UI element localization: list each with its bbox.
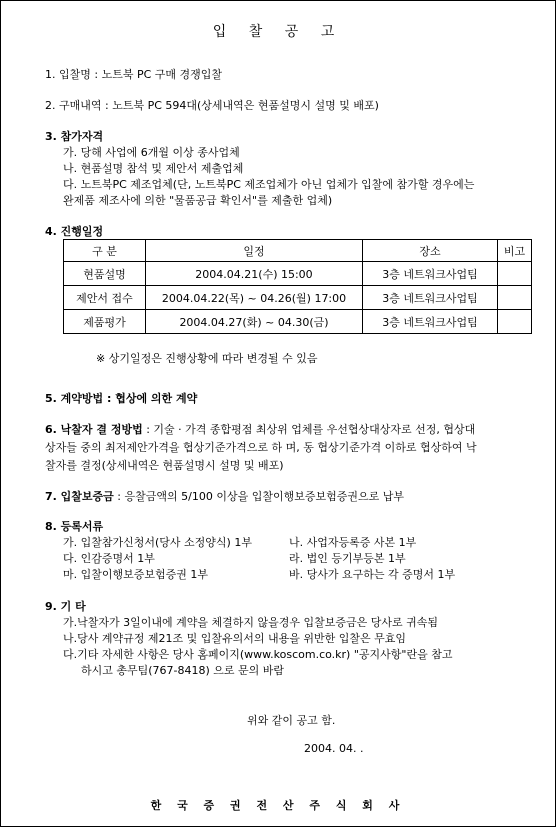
notice-date: 2004. 04. . <box>304 742 364 755</box>
eligibility-c-line2: 완제품 제조사에 의한 "물품공급 확인서"를 제출한 업체) <box>63 194 333 207</box>
schedule-header-date: 일정 <box>146 240 363 262</box>
schedule-cell-place: 3층 네트워크사업팀 <box>363 286 498 310</box>
schedule-cell-category: 제품평가 <box>64 310 146 334</box>
document-f: 바. 당사가 요구하는 각 증명서 1부 <box>289 568 456 581</box>
page-title: 입 찰 공 고 <box>212 24 344 40</box>
misc-heading: 9. 기 타 <box>45 600 86 613</box>
eligibility-b: 나. 현품설명 참석 및 제안서 제출업체 <box>63 162 244 175</box>
purchase-details: 2. 구매내역 : 노트북 PC 594대(상세내역은 현품설명시 설명 및 배포) <box>45 99 379 112</box>
document-e: 마. 입찰이행보증보험증권 1부 <box>63 568 208 581</box>
winner-selection-line3: 찰자를 결정(상세내역은 현품설명시 설명 및 배포) <box>45 459 284 472</box>
schedule-cell-category: 제안서 접수 <box>64 286 146 310</box>
schedule-cell-place: 3층 네트워크사업팀 <box>363 262 498 286</box>
schedule-cell-category: 현품설명 <box>64 262 146 286</box>
bid-deposit <box>45 488 404 504</box>
schedule-note: ※ 상기일정은 진행상황에 따라 변경될 수 있음 <box>96 352 318 365</box>
misc-c-line2: 하시고 총무팀(767-8418) 으로 문의 바람 <box>81 664 285 677</box>
winner-selection-text: : 기술 · 가격 종합평점 최상위 업체를 우선협상대상자로 선정, 협상대 <box>142 423 476 436</box>
winner-selection-label: 6. 낙찰자 결 정방법 <box>45 423 143 436</box>
document-c: 다. 인감증명서 1부 <box>63 552 155 565</box>
schedule-header-remarks: 비고 <box>498 240 532 262</box>
schedule-cell-remarks <box>498 262 532 286</box>
misc-b: 나.당사 계약규정 제21조 및 입찰유의서의 내용을 위반한 입찰은 무효임 <box>63 632 406 645</box>
schedule-cell-date: 2004.04.27(화) ~ 04.30(금) <box>146 310 363 334</box>
document-b: 나. 사업자등록증 사본 1부 <box>289 536 417 549</box>
winner-selection-line1 <box>45 421 475 437</box>
documents-heading: 8. 등록서류 <box>45 520 104 533</box>
schedule-cell-date: 2004.04.22(목) ~ 04.26(월) 17:00 <box>146 286 363 310</box>
misc-a: 가.낙찰자가 3일이내에 계약을 체결하지 않을경우 입찰보증금은 당사로 귀속됨 <box>63 616 439 629</box>
schedule-cell-remarks <box>498 286 532 310</box>
winner-selection-line2: 상자들 중의 최저제안가격을 협상기준가격으로 하 며, 동 협상기준가격 이하로 협상하여 낙 <box>45 441 477 454</box>
table-row <box>64 310 532 334</box>
company-name: 한 국 증 권 전 산 주 식 회 사 <box>150 799 406 812</box>
document-a: 가. 입찰참가신청서(당사 소정양식) 1부 <box>63 536 252 549</box>
schedule-header-category: 구 분 <box>64 240 146 262</box>
closing-statement: 위와 같이 공고 함. <box>247 714 336 727</box>
table-row <box>64 262 532 286</box>
bid-name: 1. 입찰명 : 노트북 PC 구매 경쟁입찰 <box>45 68 223 81</box>
eligibility-c-line1: 다. 노트북PC 제조업체(단, 노트북PC 제조업체가 아닌 업체가 입찰에 참가할 경우에는 <box>63 178 475 191</box>
bid-deposit-label: 7. 입찰보증금 <box>45 490 114 503</box>
schedule-header-place: 장소 <box>363 240 498 262</box>
schedule-table <box>63 239 532 334</box>
contract-method: 5. 계약방법 : 협상에 의한 계약 <box>45 392 198 405</box>
document-d: 라. 법인 등기부등본 1부 <box>289 552 406 565</box>
eligibility-a: 가. 당해 사업에 6개월 이상 종사업체 <box>63 146 240 159</box>
schedule-heading: 4. 진행일정 <box>45 225 104 238</box>
schedule-cell-date: 2004.04.21(수) 15:00 <box>146 262 363 286</box>
schedule-cell-remarks <box>498 310 532 334</box>
misc-c-line1: 다.기타 자세한 사항은 당사 홈페이지(www.koscom.co.kr) "공지사항"란을 참고 <box>63 648 453 661</box>
bid-deposit-text: : 응찰금액의 5/100 이상을 입찰이행보증보험증권으로 납부 <box>113 490 404 503</box>
schedule-header-row <box>64 240 532 262</box>
schedule-cell-place: 3층 네트워크사업팀 <box>363 310 498 334</box>
eligibility-heading: 3. 참가자격 <box>45 130 104 143</box>
table-row <box>64 286 532 310</box>
